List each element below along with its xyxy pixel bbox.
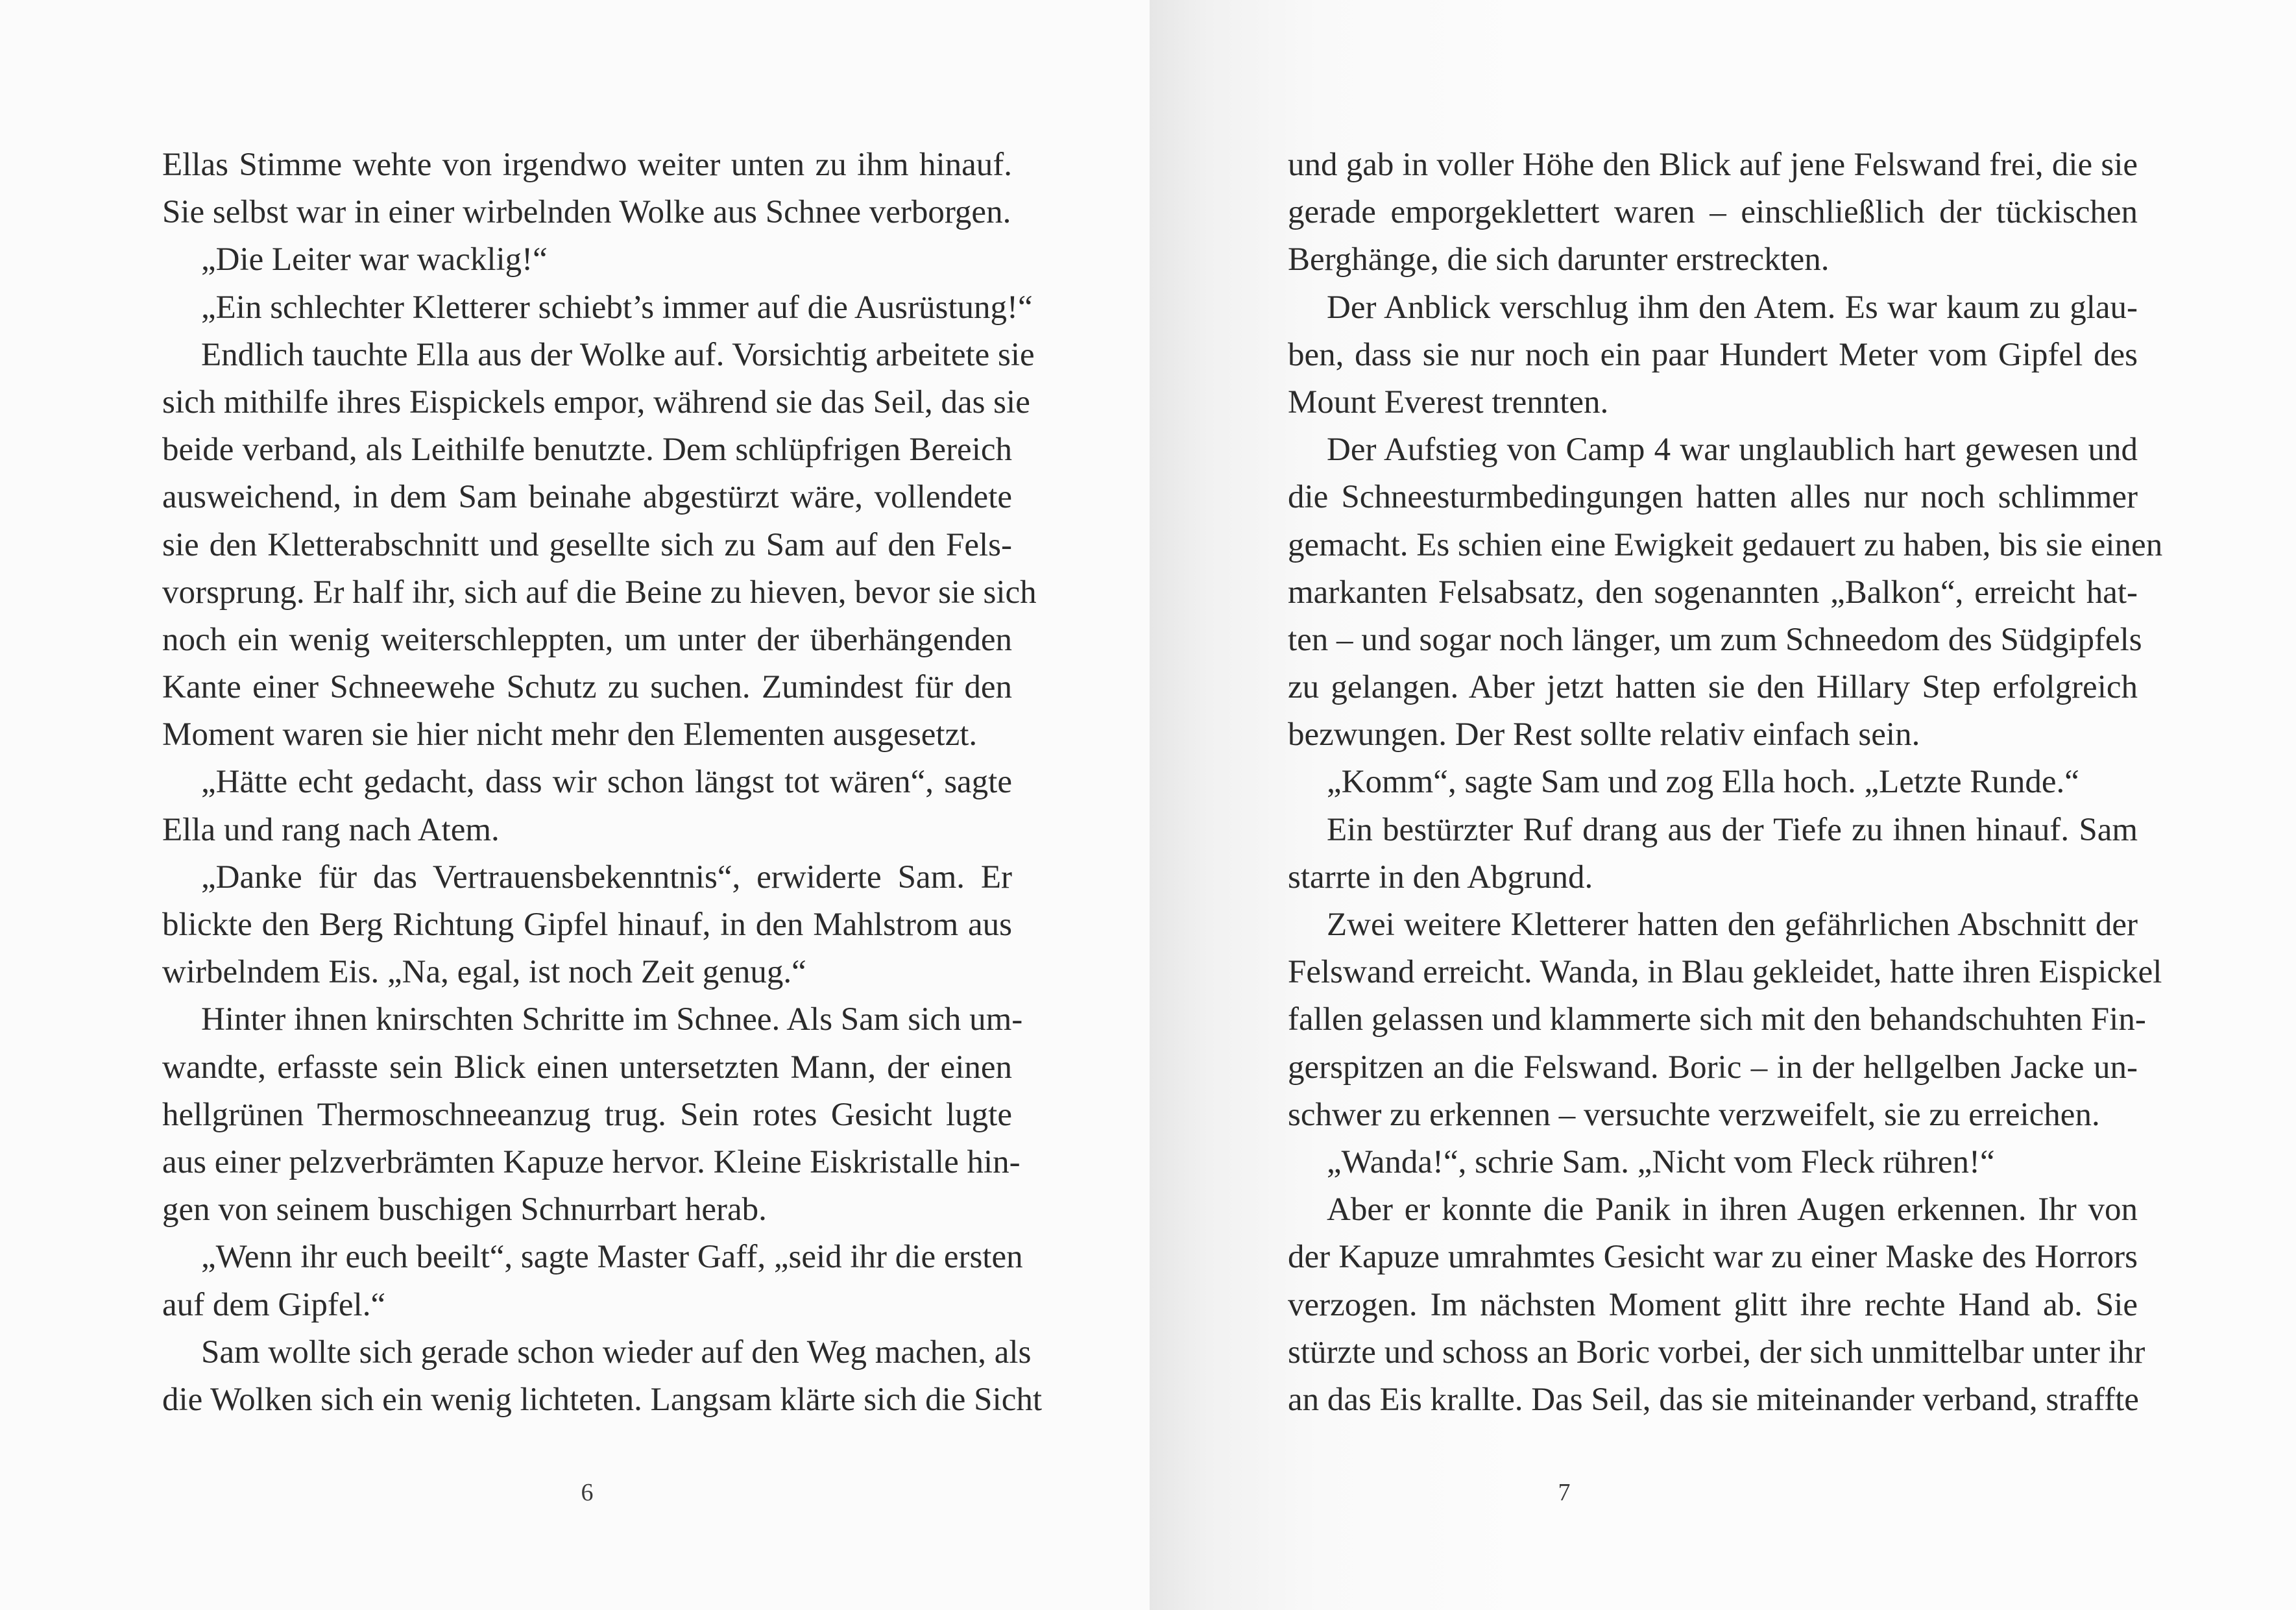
right-page-text [1288, 141, 2163, 1424]
text-line: Sam wollte sich gerade schon wieder auf den Weg machen, als [201, 1334, 1032, 1371]
text-line: „Ein schlechter Kletterer schiebt’s immer auf die Ausrüstung!“ [201, 289, 1033, 326]
text-line: aus einer pelzverbrämten Kapuze hervor. Kleine Eiskristalle hin- [162, 1143, 1021, 1180]
text-line: markanten Felsabsatz, den sogenannten „Balkon“, erreicht hat- [1288, 574, 2138, 611]
text-line: auf dem Gipfel.“ [162, 1286, 386, 1323]
right-page [1150, 0, 2296, 1610]
text-line: Aber er konnte die Panik in ihren Augen erkennen. Ihr von [1327, 1191, 2138, 1228]
text-line: Der Anblick verschlug ihm den Atem. Es war kaum zu glau- [1327, 289, 2138, 326]
left-page-number: 6 [581, 1479, 594, 1506]
text-line: starrte in den Abgrund. [1288, 859, 1593, 896]
text-line: Ellas Stimme wehte von irgendwo weiter unten zu ihm hinauf. [162, 147, 1012, 183]
text-line: verzogen. Im nächsten Moment glitt ihre rechte Hand ab. Sie [1288, 1286, 2138, 1323]
text-line: ben, dass sie nur noch ein paar Hundert Meter vom Gipfel des [1288, 336, 2138, 373]
text-line: vorsprung. Er half ihr, sich auf die Beine zu hieven, bevor sie sich [162, 574, 1037, 611]
text-line: gemacht. Es schien eine Ewigkeit gedauert zu haben, bis sie einen [1288, 526, 2163, 563]
text-line: „Danke für das Vertrauensbekenntnis“, erwiderte Sam. Er [201, 859, 1012, 896]
text-line: Kante einer Schneewehe Schutz zu suchen. Zumindest für den [162, 669, 1012, 706]
text-line: wirbelndem Eis. „Na, egal, ist noch Zeit genug.“ [162, 954, 806, 991]
text-line: Ein bestürzter Ruf drang aus der Tiefe zu ihnen hinauf. Sam [1327, 811, 2138, 848]
left-page-text [162, 141, 1043, 1424]
text-line: Endlich tauchte Ella aus der Wolke auf. Vorsichtig arbeitete sie [201, 336, 1035, 373]
text-line: wandte, erfasste sein Blick einen untersetzten Mann, der einen [162, 1049, 1012, 1086]
text-line: an das Eis krallte. Das Seil, das sie miteinander verband, straffte [1288, 1381, 2139, 1418]
text-line: ten – und sogar noch länger, um zum Schneedom des Südgipfels [1288, 621, 2142, 658]
text-line: gerspitzen an die Felswand. Boric – in der hellgelben Jacke un- [1288, 1049, 2138, 1086]
text-line: gerade emporgeklettert waren – einschließlich der tückischen [1288, 194, 2138, 231]
text-line: noch ein wenig weiterschleppten, um unter der überhängenden [162, 621, 1012, 658]
text-line: „Wenn ihr euch beeilt“, sagte Master Gaff, „seid ihr die ersten [201, 1239, 1023, 1276]
text-line: Der Aufstieg von Camp 4 war unglaublich hart gewesen und [1327, 432, 2138, 469]
text-line: der Kapuze umrahmtes Gesicht war zu einer Maske des Horrors [1288, 1239, 2138, 1276]
text-line: „Komm“, sagte Sam und zog Ella hoch. „Letzte Runde.“ [1327, 764, 2079, 801]
right-page-number: 7 [1558, 1479, 1571, 1506]
text-line: schwer zu erkennen – versuchte verzweifelt, sie zu erreichen. [1288, 1096, 2100, 1133]
text-line: Mount Everest trennten. [1288, 384, 1609, 421]
text-line: Ella und rang nach Atem. [162, 811, 500, 848]
text-line: „Hätte echt gedacht, dass wir schon längst tot wären“, sagte [201, 764, 1012, 801]
text-line: hellgrünen Thermoschneeanzug trug. Sein rotes Gesicht lugte [162, 1096, 1012, 1133]
text-line: fallen gelassen und klammerte sich mit den behandschuhten Fin- [1288, 1001, 2146, 1038]
text-line: die Wolken sich ein wenig lichteten. Langsam klärte sich die Sicht [162, 1381, 1043, 1418]
text-line: bezwungen. Der Rest sollte relativ einfach sein. [1288, 716, 1920, 753]
text-line: „Wanda!“, schrie Sam. „Nicht vom Fleck rühren!“ [1327, 1143, 1995, 1180]
text-line: Felswand erreicht. Wanda, in Blau gekleidet, hatte ihren Eispickel [1288, 954, 2162, 991]
text-line: Moment waren sie hier nicht mehr den Elementen ausgesetzt. [162, 716, 978, 753]
text-line: beide verband, als Leithilfe benutzte. Dem schlüpfrigen Bereich [162, 432, 1012, 469]
text-line: blickte den Berg Richtung Gipfel hinauf, in den Mahlstrom aus [162, 907, 1012, 943]
text-line: sich mithilfe ihres Eispickels empor, während sie das Seil, das sie [162, 384, 1030, 421]
text-line: und gab in voller Höhe den Blick auf jene Felswand frei, die sie [1288, 147, 2138, 183]
text-line: die Schneesturmbedingungen hatten alles nur noch schlimmer [1288, 479, 2138, 516]
text-line: stürzte und schoss an Boric vorbei, der sich unmittelbar unter ihr [1288, 1334, 2145, 1371]
text-line: Sie selbst war in einer wirbelnden Wolke aus Schnee verborgen. [162, 194, 1011, 231]
text-line: Berghänge, die sich darunter erstreckten. [1288, 241, 1830, 278]
text-line: zu gelangen. Aber jetzt hatten sie den Hillary Step erfolgreich [1288, 669, 2138, 706]
text-line: Hinter ihnen knirschten Schritte im Schnee. Als Sam sich um- [201, 1001, 1023, 1038]
text-line: „Die Leiter war wacklig!“ [201, 241, 548, 278]
text-line: ausweichend, in dem Sam beinahe abgestürzt wäre, vollendete [162, 479, 1012, 516]
text-line: gen von seinem buschigen Schnurrbart herab. [162, 1191, 767, 1228]
text-line: sie den Kletterabschnitt und gesellte sich zu Sam auf den Fels- [162, 526, 1012, 563]
text-line: Zwei weitere Kletterer hatten den gefährlichen Abschnitt der [1327, 907, 2138, 943]
